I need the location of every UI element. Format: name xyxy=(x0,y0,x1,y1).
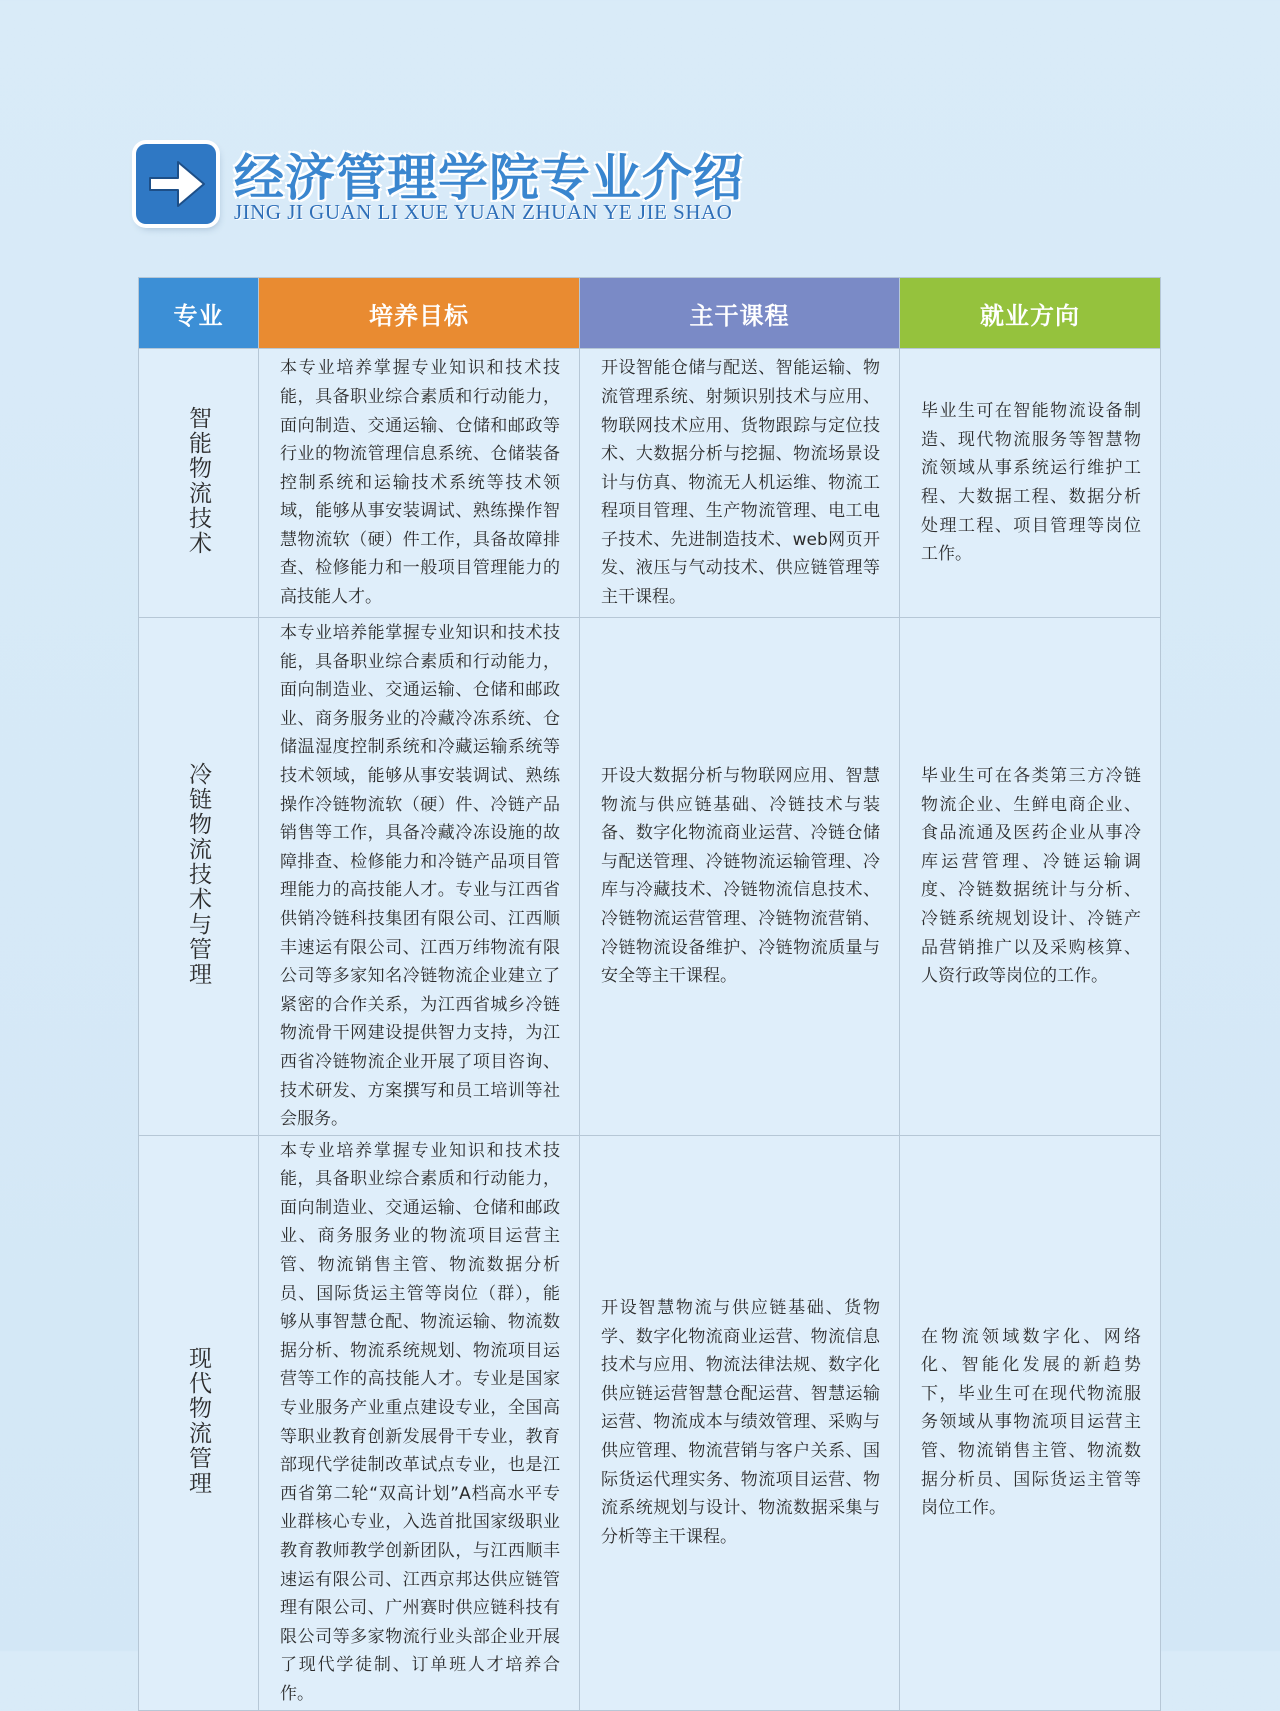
major-name: 冷链物流技术与管理 xyxy=(185,761,211,987)
job-cell xyxy=(900,618,1161,1136)
course-text: 开设智慧物流与供应链基础、货物学、数字化物流商业运营、物流信息技术与应用、物流法律法规、数字化供应链运营智慧仓配运营、智慧运输运营、物流成本与绩效管理、采购与供应管理、物流营销与客户关系、国际货运代理实务、物流项目运营、物流系统规划与设计、物流数据采集与分析等主干课程。 xyxy=(601,1297,880,1547)
major-intro-table xyxy=(138,277,1161,1711)
goal-cell xyxy=(259,1135,580,1710)
header-course: 主干课程 xyxy=(580,278,900,349)
arrow-right-icon xyxy=(136,144,216,224)
major-cell xyxy=(139,1135,259,1710)
page-header xyxy=(136,142,896,242)
major-cell xyxy=(139,618,259,1136)
major-name: 智能物流技术 xyxy=(185,406,211,556)
table-row xyxy=(139,618,1161,1136)
table-header-row xyxy=(139,278,1161,349)
course-cell xyxy=(580,349,900,618)
header-job: 就业方向 xyxy=(900,278,1161,349)
goal-cell xyxy=(259,618,580,1136)
table-row xyxy=(139,349,1161,618)
goal-text: 本专业培养能掌握专业知识和技术技能，具备职业综合素质和行动能力，面向制造业、交通运输、仓储和邮政业、商务服务业的冷藏冷冻系统、仓储温湿度控制系统和冷藏运输系统等技术领域，能够从事安装调试、熟练操作冷链物流软（硬）件、冷链产品销售等工作，具备冷藏冷冻设施的故障排查、检修能力和冷链产品项目管理能力的高技能人才。专业与江西省供销冷链科技集团有限公司、江西顺丰速运有限公司、江西万纬物流有限公司等多家知名冷链物流企业建立了紧密的合作关系，为江西省城乡冷链物流骨干网建设提供智力支持，为江西省冷链物流企业开展了项目咨询、技术研发、方案撰写和员工培训等社会服务。 xyxy=(280,623,560,1130)
goal-text: 本专业培养掌握专业知识和技术技能，具备职业综合素质和行动能力，面向制造业、交通运输、仓储和邮政业、商务服务业的物流项目运营主管、物流销售主管、物流数据分析员、国际货运主管等岗位（群），能够从事智慧仓配、物流运输、物流数据分析、物流系统规划、物流项目运营等工作的高技能人才。专业是国家专业服务产业重点建设专业，全国高等职业教育创新发展骨干专业，教育部现代学徒制改革试点专业，也是江西省第二轮“双高计划”A档高水平专业群核心专业，入选首批国家级职业教育教师教学创新团队，与江西顺丰速运有限公司、江西京邦达供应链管理有限公司、广州赛时供应链科技有限公司等多家物流行业头部企业开展了现代学徒制、订单班人才培养合作。 xyxy=(280,1140,560,1704)
job-text: 毕业生可在各类第三方冷链物流企业、生鲜电商企业、食品流通及医药企业从事冷库运营管理、冷链运输调度、冷链数据统计与分析、冷链系统规划设计、冷链产品营销推广以及采购核算、人资行政等岗位的工作。 xyxy=(921,765,1141,987)
course-text: 开设智能仓储与配送、智能运输、物流管理系统、射频识别技术与应用、物联网技术应用、货物跟踪与定位技术、大数据分析与挖掘、物流场景设计与仿真、物流无人机运维、物流工程项目管理、生产物流管理、电工电子技术、先进制造技术、web网页开发、液压与气动技术、供应链管理等主干课程。 xyxy=(601,358,880,608)
table-row xyxy=(139,1135,1161,1710)
major-cell xyxy=(139,349,259,618)
course-cell xyxy=(580,1135,900,1710)
job-cell xyxy=(900,1135,1161,1710)
job-cell xyxy=(900,349,1161,618)
course-text: 开设大数据分析与物联网应用、智慧物流与供应链基础、冷链技术与装备、数字化物流商业运营、冷链仓储与配送管理、冷链物流运输管理、冷库与冷藏技术、冷链物流信息技术、冷链物流运营管理、冷链物流营销、冷链物流设备维护、冷链物流质量与安全等主干课程。 xyxy=(601,765,880,987)
header-goal: 培养目标 xyxy=(259,278,580,349)
page-subtitle-pinyin: JING JI GUAN LI XUE YUAN ZHUAN YE JIE SHAO xyxy=(234,200,733,224)
major-name: 现代物流管理 xyxy=(185,1345,211,1496)
page-title: 经济管理学院专业介绍 xyxy=(234,148,744,207)
goal-text: 本专业培养掌握专业知识和技术技能，具备职业综合素质和行动能力，面向制造、交通运输、仓储和邮政等行业的物流管理信息系统、仓储装备控制系统和运输技术系统等技术领域，能够从事安装调试、熟练操作智慧物流软（硬）件工作，具备故障排查、检修能力和一般项目管理能力的高技能人才。 xyxy=(280,358,560,608)
header-major: 专业 xyxy=(139,278,259,349)
course-cell xyxy=(580,618,900,1136)
job-text: 在物流领域数字化、网络化、智能化发展的新趋势下，毕业生可在现代物流服务领域从事物流项目运营主管、物流销售主管、物流数据分析员、国际货运主管等岗位工作。 xyxy=(921,1326,1141,1519)
job-text: 毕业生可在智能物流设备制造、现代物流服务等智慧物流领域从事系统运行维护工程、大数据工程、数据分析处理工程、项目管理等岗位工作。 xyxy=(921,401,1141,565)
goal-cell xyxy=(259,349,580,618)
